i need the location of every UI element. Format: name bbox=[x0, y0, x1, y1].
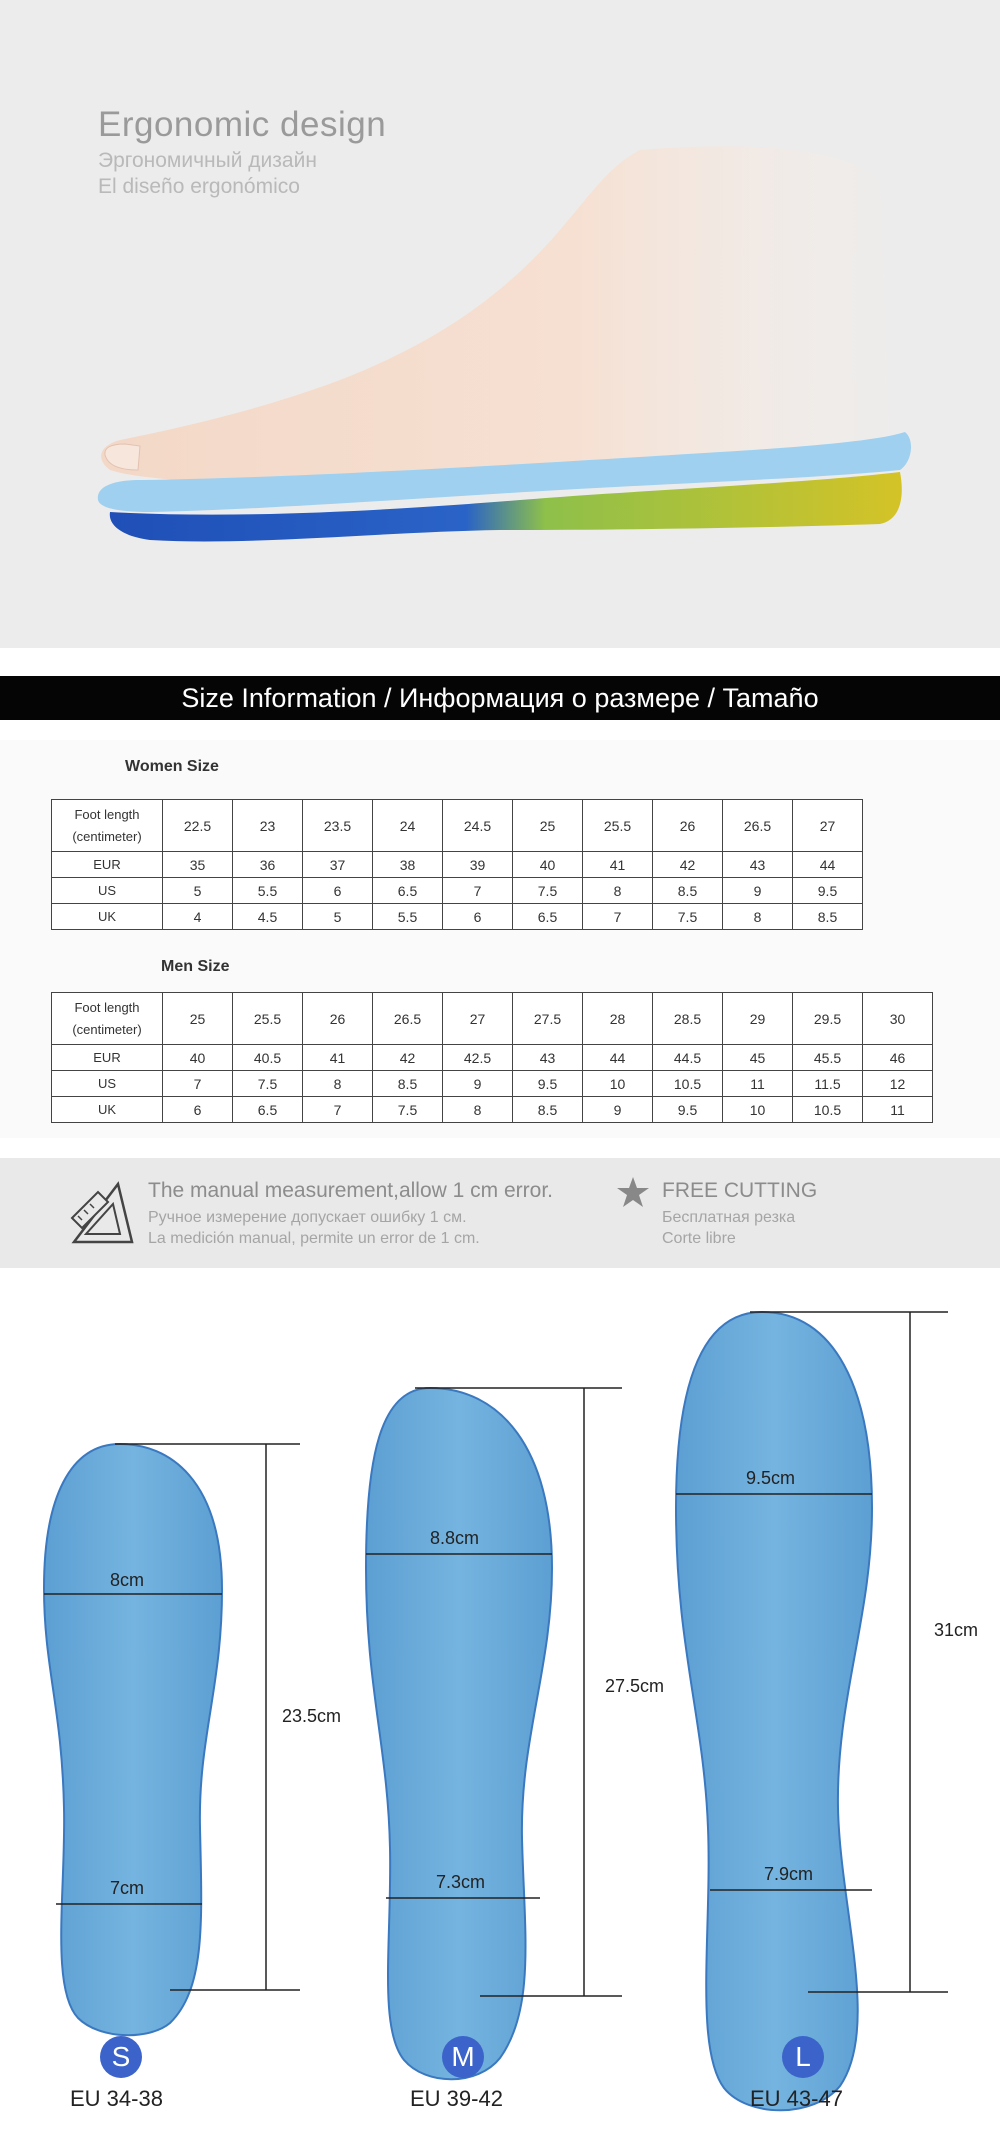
foot-length-cell: 23.5 bbox=[303, 800, 373, 852]
star-icon bbox=[616, 1175, 650, 1209]
size-cell: 44 bbox=[583, 1045, 653, 1071]
men-size-title: Men Size bbox=[161, 958, 230, 975]
table-row bbox=[52, 904, 863, 930]
foot-length-cell: 28 bbox=[583, 993, 653, 1045]
row-label: US bbox=[52, 1071, 163, 1097]
size-badge-m: M bbox=[442, 2036, 484, 2078]
table-row bbox=[52, 852, 863, 878]
hero-title-es: El diseño ergonómico bbox=[98, 175, 300, 198]
row-label: UK bbox=[52, 904, 163, 930]
size-badge-l: L bbox=[782, 2036, 824, 2078]
size-cell: 9.5 bbox=[513, 1071, 583, 1097]
foot-insole-illustration bbox=[0, 0, 1000, 648]
foot-length-cell: 26 bbox=[653, 800, 723, 852]
size-cell: 45.5 bbox=[793, 1045, 863, 1071]
row-label: EUR bbox=[52, 1045, 163, 1071]
size-cell: 6.5 bbox=[513, 904, 583, 930]
hero-banner bbox=[0, 0, 1000, 648]
size-cell: 10.5 bbox=[653, 1071, 723, 1097]
size-cell: 8 bbox=[723, 904, 793, 930]
size-tables bbox=[0, 740, 1000, 1138]
size-cell: 9.5 bbox=[653, 1097, 723, 1123]
size-cell: 6.5 bbox=[373, 878, 443, 904]
size-cell: 5 bbox=[163, 878, 233, 904]
row-label: UK bbox=[52, 1097, 163, 1123]
hero-title-ru: Эргономичный дизайн bbox=[98, 149, 317, 172]
size-cell: 4.5 bbox=[233, 904, 303, 930]
size-cell: 12 bbox=[863, 1071, 933, 1097]
insole-l bbox=[676, 1312, 872, 2110]
size-cell: 46 bbox=[863, 1045, 933, 1071]
size-cell: 9.5 bbox=[793, 878, 863, 904]
size-cell: 7 bbox=[443, 878, 513, 904]
m-width-top: 8.8cm bbox=[430, 1528, 480, 1548]
free-cutting-es: Corte libre bbox=[662, 1230, 736, 1247]
size-cell: 7.5 bbox=[653, 904, 723, 930]
hero-text bbox=[98, 105, 386, 199]
header-line-1: Foot length bbox=[74, 999, 140, 1015]
hero-title-en: Ergonomic design bbox=[98, 105, 387, 144]
foot-length-cell: 25 bbox=[163, 993, 233, 1045]
size-cell: 37 bbox=[303, 852, 373, 878]
size-cell: 8.5 bbox=[793, 904, 863, 930]
header-line-1: Foot length bbox=[74, 806, 140, 822]
size-range-l: EU 43-47 bbox=[750, 2086, 843, 2111]
size-cell: 7 bbox=[583, 904, 653, 930]
m-length: 27.5cm bbox=[605, 1676, 665, 1696]
size-cell: 8 bbox=[583, 878, 653, 904]
size-cell: 11 bbox=[723, 1071, 793, 1097]
size-cell: 40 bbox=[163, 1045, 233, 1071]
size-cell: 5.5 bbox=[233, 878, 303, 904]
women-size-table bbox=[51, 799, 863, 930]
size-cell: 4 bbox=[163, 904, 233, 930]
size-information-bar: Size Information / Информация о размере / Tamaño bbox=[0, 676, 1000, 720]
size-cell: 8 bbox=[443, 1097, 513, 1123]
size-cell: 35 bbox=[163, 852, 233, 878]
table-row bbox=[52, 1071, 933, 1097]
size-cell: 38 bbox=[373, 852, 443, 878]
foot-length-cell: 26 bbox=[303, 993, 373, 1045]
row-label: EUR bbox=[52, 852, 163, 878]
foot-length-cell: 24.5 bbox=[443, 800, 513, 852]
insole-size-diagram bbox=[0, 1268, 1000, 2133]
size-cell: 7.5 bbox=[233, 1071, 303, 1097]
women-size-title: Women Size bbox=[125, 758, 219, 775]
size-cell: 44 bbox=[793, 852, 863, 878]
size-cell: 11.5 bbox=[793, 1071, 863, 1097]
size-cell: 41 bbox=[303, 1045, 373, 1071]
size-cell: 42.5 bbox=[443, 1045, 513, 1071]
size-cell: 9 bbox=[723, 878, 793, 904]
size-cell: 42 bbox=[653, 852, 723, 878]
s-width-bottom: 7cm bbox=[110, 1878, 145, 1898]
size-cell: 10 bbox=[583, 1071, 653, 1097]
measurement-note-en: The manual measurement,allow 1 cm error. bbox=[148, 1179, 553, 1202]
ruler-triangle-icon bbox=[70, 1178, 140, 1248]
size-cell: 42 bbox=[373, 1045, 443, 1071]
size-cell: 6.5 bbox=[233, 1097, 303, 1123]
size-cell: 10 bbox=[723, 1097, 793, 1123]
size-cell: 36 bbox=[233, 852, 303, 878]
size-cell: 5 bbox=[303, 904, 373, 930]
size-range-s: EU 34-38 bbox=[70, 2086, 163, 2111]
foot-length-cell: 22.5 bbox=[163, 800, 233, 852]
foot-length-cell: 26.5 bbox=[373, 993, 443, 1045]
foot-length-cell: 26.5 bbox=[723, 800, 793, 852]
size-cell: 8.5 bbox=[513, 1097, 583, 1123]
free-cutting-en: FREE CUTTING bbox=[662, 1179, 818, 1202]
size-cell: 45 bbox=[723, 1045, 793, 1071]
insole-m bbox=[366, 1388, 552, 2079]
s-width-top: 8cm bbox=[110, 1570, 145, 1590]
size-cell: 40 bbox=[513, 852, 583, 878]
size-cell: 43 bbox=[513, 1045, 583, 1071]
insole-shapes bbox=[0, 1268, 1000, 2133]
size-cell: 41 bbox=[583, 852, 653, 878]
size-cell: 7 bbox=[303, 1097, 373, 1123]
header-line-2: (centimeter) bbox=[72, 828, 142, 844]
foot-length-cell: 25.5 bbox=[583, 800, 653, 852]
size-cell: 7 bbox=[163, 1071, 233, 1097]
l-length: 31cm bbox=[934, 1620, 979, 1640]
size-badge-s: S bbox=[100, 2036, 142, 2078]
info-strip bbox=[0, 1158, 1000, 1268]
size-cell: 39 bbox=[443, 852, 513, 878]
size-cell: 5.5 bbox=[373, 904, 443, 930]
foot-length-cell: 27 bbox=[793, 800, 863, 852]
insole-s bbox=[44, 1444, 222, 2035]
l-width-bottom: 7.9cm bbox=[764, 1864, 814, 1884]
size-cell: 6 bbox=[163, 1097, 233, 1123]
table-row bbox=[52, 1045, 933, 1071]
l-width-top: 9.5cm bbox=[746, 1468, 796, 1488]
foot-length-cell: 27.5 bbox=[513, 993, 583, 1045]
size-cell: 10.5 bbox=[793, 1097, 863, 1123]
size-cell: 6 bbox=[443, 904, 513, 930]
foot-length-cell: 28.5 bbox=[653, 993, 723, 1045]
table-row bbox=[52, 878, 863, 904]
foot-length-cell: 25.5 bbox=[233, 993, 303, 1045]
table-row bbox=[52, 1097, 933, 1123]
measurement-note-ru: Ручное измерение допускает ошибку 1 см. bbox=[148, 1209, 467, 1226]
men-size-table bbox=[51, 992, 933, 1123]
foot-length-cell: 23 bbox=[233, 800, 303, 852]
foot-length-cell: 25 bbox=[513, 800, 583, 852]
size-cell: 8.5 bbox=[373, 1071, 443, 1097]
size-cell: 6 bbox=[303, 878, 373, 904]
size-cell: 8 bbox=[303, 1071, 373, 1097]
foot-length-cell: 24 bbox=[373, 800, 443, 852]
row-label: US bbox=[52, 878, 163, 904]
s-length: 23.5cm bbox=[282, 1706, 342, 1726]
foot-length-cell: 29.5 bbox=[793, 993, 863, 1045]
size-cell: 8.5 bbox=[653, 878, 723, 904]
size-cell: 9 bbox=[583, 1097, 653, 1123]
size-cell: 9 bbox=[443, 1071, 513, 1097]
foot-length-cell: 29 bbox=[723, 993, 793, 1045]
size-cell: 11 bbox=[863, 1097, 933, 1123]
men-foot-length-header bbox=[52, 993, 163, 1045]
size-cell: 44.5 bbox=[653, 1045, 723, 1071]
size-cell: 7.5 bbox=[373, 1097, 443, 1123]
women-foot-length-header bbox=[52, 800, 163, 852]
foot-length-cell: 27 bbox=[443, 993, 513, 1045]
free-cutting-ru: Бесплатная резка bbox=[662, 1209, 796, 1226]
measurement-note-es: La medición manual, permite un error de 1 cm. bbox=[148, 1230, 480, 1247]
size-range-m: EU 39-42 bbox=[410, 2086, 503, 2111]
size-cell: 43 bbox=[723, 852, 793, 878]
size-cell: 7.5 bbox=[513, 878, 583, 904]
size-cell: 40.5 bbox=[233, 1045, 303, 1071]
m-width-bottom: 7.3cm bbox=[436, 1872, 486, 1892]
foot-length-cell: 30 bbox=[863, 993, 933, 1045]
header-line-2: (centimeter) bbox=[72, 1021, 142, 1037]
